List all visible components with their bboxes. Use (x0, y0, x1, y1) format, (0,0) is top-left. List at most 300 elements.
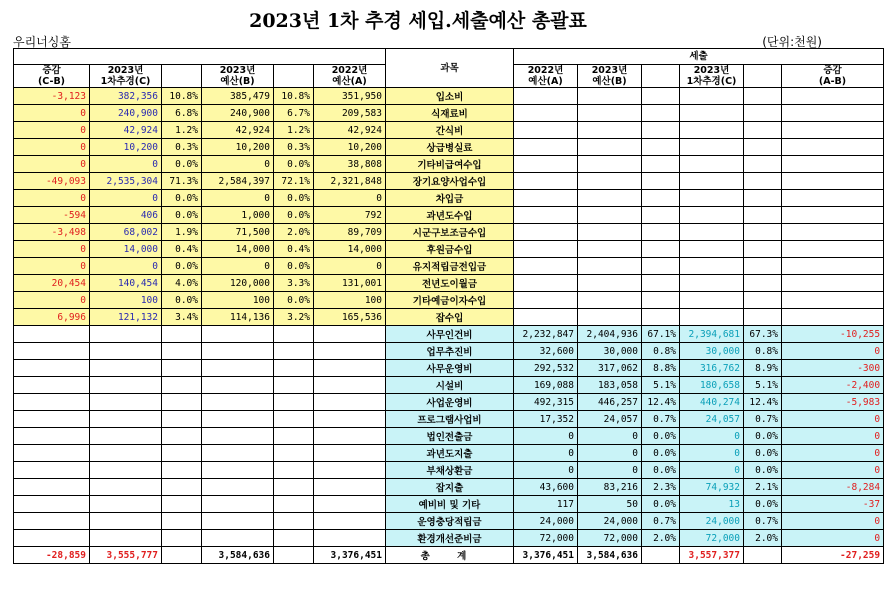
expense-b-cell: 30,000 (578, 343, 642, 360)
empty-cell (642, 292, 680, 309)
empty-cell (578, 105, 642, 122)
revenue-b-cell: 240,900 (202, 105, 274, 122)
empty-cell (642, 88, 680, 105)
empty-cell (642, 173, 680, 190)
empty-cell (680, 139, 744, 156)
empty-cell (202, 411, 274, 428)
expense-item-label: 업무추진비 (386, 343, 514, 360)
revenue-item-label: 전년도이월금 (386, 275, 514, 292)
empty-cell (274, 530, 314, 547)
empty-cell (90, 411, 162, 428)
empty-cell (274, 377, 314, 394)
revenue-c-pct-cell: 3.4% (162, 309, 202, 326)
revenue-b-pct-cell: 0.4% (274, 241, 314, 258)
empty-cell (514, 190, 578, 207)
empty-cell (578, 258, 642, 275)
expense-c-pct-cell: 0.8% (744, 343, 782, 360)
empty-cell (680, 309, 744, 326)
revenue-diff-cell: 0 (14, 241, 90, 258)
expense-c-pct-cell: 0.0% (744, 462, 782, 479)
empty-cell (274, 428, 314, 445)
empty-cell (314, 326, 386, 343)
table-row (14, 241, 884, 258)
revenue-a-cell: 100 (314, 292, 386, 309)
empty-cell (14, 360, 90, 377)
revenue-c-pct-cell: 71.3% (162, 173, 202, 190)
revenue-item-label: 차입금 (386, 190, 514, 207)
table-row (14, 462, 884, 479)
empty-cell (578, 241, 642, 258)
expense-a-cell: 17,352 (514, 411, 578, 428)
revenue-c-pct-cell: 0.0% (162, 207, 202, 224)
empty-cell (162, 360, 202, 377)
revenue-item-label: 과년도수입 (386, 207, 514, 224)
empty-cell (782, 105, 884, 122)
empty-cell (642, 241, 680, 258)
empty-cell (90, 445, 162, 462)
revenue-a-cell: 792 (314, 207, 386, 224)
table-row (14, 258, 884, 275)
empty-cell (744, 88, 782, 105)
empty-cell (578, 88, 642, 105)
empty-cell (314, 462, 386, 479)
revenue-a-cell: 0 (314, 190, 386, 207)
revenue-col-header: 증감 (C-B) (14, 65, 90, 88)
expense-diff-cell: 0 (782, 428, 884, 445)
revenue-item-label: 상급병실료 (386, 139, 514, 156)
expense-b-pct-cell: 8.8% (642, 360, 680, 377)
expense-c-cell: 72,000 (680, 530, 744, 547)
empty-cell (680, 122, 744, 139)
revenue-c-cell: 0 (90, 156, 162, 173)
revenue-diff-cell: 20,454 (14, 275, 90, 292)
revenue-col-header: 2023년 1차추경(C) (90, 65, 162, 88)
empty-cell (162, 377, 202, 394)
empty-cell (90, 343, 162, 360)
table-row (14, 292, 884, 309)
empty-cell (162, 530, 202, 547)
empty-cell (680, 88, 744, 105)
revenue-diff-cell: -594 (14, 207, 90, 224)
expense-c-pct-cell: 0.0% (744, 428, 782, 445)
empty-cell (274, 360, 314, 377)
empty-cell (680, 224, 744, 241)
expense-b-cell: 183,058 (578, 377, 642, 394)
revenue-b-pct-cell: 0.0% (274, 207, 314, 224)
revenue-c-cell: 100 (90, 292, 162, 309)
revenue-diff-cell: 0 (14, 156, 90, 173)
revenue-b-cell: 0 (202, 156, 274, 173)
empty-cell (578, 309, 642, 326)
revenue-b-cell: 114,136 (202, 309, 274, 326)
expense-a-cell: 492,315 (514, 394, 578, 411)
organization-name: 우리너싱홈 (13, 35, 71, 49)
empty-cell (90, 530, 162, 547)
empty-cell (514, 88, 578, 105)
empty-cell (314, 377, 386, 394)
empty-cell (314, 428, 386, 445)
revenue-a-cell: 209,583 (314, 105, 386, 122)
empty-cell (642, 224, 680, 241)
revenue-item-label: 간식비 (386, 122, 514, 139)
empty-cell (782, 173, 884, 190)
revenue-b-cell: 2,584,397 (202, 173, 274, 190)
empty-cell (314, 530, 386, 547)
revenue-a-cell: 2,321,848 (314, 173, 386, 190)
empty-cell (514, 292, 578, 309)
expense-item-label: 과년도지출 (386, 445, 514, 462)
empty-cell (782, 139, 884, 156)
empty-cell (680, 258, 744, 275)
expense-b-cell: 0 (578, 428, 642, 445)
empty-cell (514, 122, 578, 139)
empty-cell (514, 258, 578, 275)
expense-c-cell: 316,762 (680, 360, 744, 377)
revenue-diff-cell: -3,123 (14, 88, 90, 105)
expense-b-cell: 0 (578, 445, 642, 462)
empty-cell (680, 241, 744, 258)
expense-c-cell: 0 (680, 428, 744, 445)
expense-a-cell: 0 (514, 462, 578, 479)
empty-cell (578, 122, 642, 139)
expense-col-header: 증감 (A-B) (782, 65, 884, 88)
revenue-c-pct-cell: 0.0% (162, 156, 202, 173)
empty-cell (744, 105, 782, 122)
expense-col-header: 2023년 1차추경(C) (680, 65, 744, 88)
empty-cell (202, 377, 274, 394)
expense-b-cell: 0 (578, 462, 642, 479)
revenue-b-pct-cell: 0.0% (274, 190, 314, 207)
expense-b-pct-cell: 2.3% (642, 479, 680, 496)
empty-cell (782, 156, 884, 173)
total-revenue-b: 3,584,636 (202, 547, 274, 564)
table-row (14, 88, 884, 105)
table-row (14, 224, 884, 241)
expense-b-pct-cell: 0.0% (642, 496, 680, 513)
expense-item-label: 사무운영비 (386, 360, 514, 377)
empty-cell (162, 411, 202, 428)
table-row (14, 360, 884, 377)
empty-cell (90, 462, 162, 479)
empty-cell (578, 173, 642, 190)
empty-cell (744, 547, 782, 564)
empty-cell (642, 207, 680, 224)
empty-cell (642, 190, 680, 207)
table-row (14, 207, 884, 224)
revenue-b-pct-cell: 0.3% (274, 139, 314, 156)
revenue-c-cell: 140,454 (90, 275, 162, 292)
empty-cell (782, 122, 884, 139)
revenue-col-header (274, 65, 314, 88)
empty-cell (314, 479, 386, 496)
empty-cell (14, 462, 90, 479)
empty-cell (90, 377, 162, 394)
empty-cell (162, 428, 202, 445)
empty-cell (744, 156, 782, 173)
expense-b-pct-cell: 0.7% (642, 513, 680, 530)
expense-diff-cell: -8,284 (782, 479, 884, 496)
revenue-c-pct-cell: 0.3% (162, 139, 202, 156)
expense-a-cell: 117 (514, 496, 578, 513)
empty-cell (202, 513, 274, 530)
revenue-a-cell: 38,808 (314, 156, 386, 173)
table-row (14, 343, 884, 360)
expense-col-header: 2022년 예산(A) (514, 65, 578, 88)
expense-a-cell: 24,000 (514, 513, 578, 530)
revenue-col-header: 2023년 예산(B) (202, 65, 274, 88)
empty-cell (514, 156, 578, 173)
empty-cell (274, 411, 314, 428)
revenue-b-cell: 100 (202, 292, 274, 309)
empty-cell (14, 513, 90, 530)
empty-cell (202, 445, 274, 462)
empty-cell (314, 445, 386, 462)
expense-c-pct-cell: 0.0% (744, 496, 782, 513)
total-revenue-c: 3,555,777 (90, 547, 162, 564)
table-row (14, 530, 884, 547)
expense-b-cell: 24,057 (578, 411, 642, 428)
empty-cell (744, 241, 782, 258)
empty-cell (744, 258, 782, 275)
item-header: 과목 (386, 49, 514, 88)
empty-cell (782, 88, 884, 105)
revenue-item-label: 식재료비 (386, 105, 514, 122)
revenue-item-label: 시군구보조금수입 (386, 224, 514, 241)
empty-cell (782, 241, 884, 258)
revenue-item-label: 후원금수입 (386, 241, 514, 258)
total-expense-b: 3,584,636 (578, 547, 642, 564)
empty-cell (90, 479, 162, 496)
revenue-b-cell: 120,000 (202, 275, 274, 292)
expense-item-label: 부채상환금 (386, 462, 514, 479)
expense-diff-cell: 0 (782, 513, 884, 530)
empty-cell (782, 292, 884, 309)
revenue-c-cell: 42,924 (90, 122, 162, 139)
revenue-diff-cell: 0 (14, 258, 90, 275)
table-row (14, 139, 884, 156)
revenue-b-cell: 0 (202, 258, 274, 275)
table-row (14, 479, 884, 496)
revenue-col-header: 2022년 예산(A) (314, 65, 386, 88)
expense-c-cell: 2,394,681 (680, 326, 744, 343)
empty-cell (514, 241, 578, 258)
revenue-c-pct-cell: 0.0% (162, 258, 202, 275)
revenue-diff-cell: -49,093 (14, 173, 90, 190)
revenue-c-pct-cell: 10.8% (162, 88, 202, 105)
expense-c-pct-cell: 0.7% (744, 411, 782, 428)
total-expense-diff: -27,259 (782, 547, 884, 564)
empty-cell (202, 530, 274, 547)
table-row (14, 190, 884, 207)
table-row (14, 445, 884, 462)
empty-cell (680, 190, 744, 207)
revenue-diff-cell: 6,996 (14, 309, 90, 326)
empty-cell (514, 207, 578, 224)
empty-cell (578, 139, 642, 156)
expense-item-label: 법인전출금 (386, 428, 514, 445)
empty-cell (782, 224, 884, 241)
empty-cell (744, 207, 782, 224)
empty-cell (202, 326, 274, 343)
expense-a-cell: 169,088 (514, 377, 578, 394)
revenue-c-cell: 240,900 (90, 105, 162, 122)
empty-cell (162, 547, 202, 564)
empty-cell (274, 479, 314, 496)
table-row (14, 411, 884, 428)
empty-cell (274, 445, 314, 462)
revenue-b-cell: 42,924 (202, 122, 274, 139)
empty-cell (680, 156, 744, 173)
empty-cell (680, 275, 744, 292)
empty-cell (314, 360, 386, 377)
expense-diff-cell: 0 (782, 411, 884, 428)
empty-cell (314, 513, 386, 530)
expense-a-cell: 0 (514, 428, 578, 445)
empty-cell (642, 275, 680, 292)
empty-cell (514, 173, 578, 190)
revenue-c-pct-cell: 4.0% (162, 275, 202, 292)
expense-group-header: 세출 (514, 49, 884, 65)
expense-c-cell: 24,000 (680, 513, 744, 530)
empty-cell (514, 139, 578, 156)
expense-c-pct-cell: 5.1% (744, 377, 782, 394)
revenue-item-label: 기타예금이자수입 (386, 292, 514, 309)
empty-cell (578, 156, 642, 173)
expense-b-pct-cell: 0.0% (642, 428, 680, 445)
empty-cell (162, 496, 202, 513)
empty-cell (314, 496, 386, 513)
empty-cell (14, 343, 90, 360)
expense-b-pct-cell: 0.0% (642, 462, 680, 479)
expense-a-cell: 72,000 (514, 530, 578, 547)
empty-cell (162, 394, 202, 411)
expense-col-header: 2023년 예산(B) (578, 65, 642, 88)
table-row (14, 275, 884, 292)
empty-cell (14, 496, 90, 513)
revenue-item-label: 입소비 (386, 88, 514, 105)
empty-cell (782, 190, 884, 207)
table-row (14, 428, 884, 445)
expense-col-header (642, 65, 680, 88)
expense-diff-cell: -2,400 (782, 377, 884, 394)
revenue-diff-cell: 0 (14, 139, 90, 156)
empty-cell (642, 105, 680, 122)
revenue-c-pct-cell: 1.2% (162, 122, 202, 139)
empty-cell (162, 513, 202, 530)
revenue-a-cell: 89,709 (314, 224, 386, 241)
expense-diff-cell: 0 (782, 343, 884, 360)
empty-cell (744, 292, 782, 309)
revenue-b-pct-cell: 0.0% (274, 292, 314, 309)
expense-c-pct-cell: 8.9% (744, 360, 782, 377)
expense-c-pct-cell: 2.1% (744, 479, 782, 496)
empty-cell (90, 428, 162, 445)
empty-cell (90, 326, 162, 343)
expense-item-label: 프로그램사업비 (386, 411, 514, 428)
empty-cell (514, 275, 578, 292)
table-row (14, 496, 884, 513)
empty-cell (782, 275, 884, 292)
table-row (14, 156, 884, 173)
expense-item-label: 예비비 및 기타 (386, 496, 514, 513)
revenue-c-cell: 121,132 (90, 309, 162, 326)
expense-b-pct-cell: 0.7% (642, 411, 680, 428)
revenue-c-cell: 68,002 (90, 224, 162, 241)
revenue-c-cell: 2,535,304 (90, 173, 162, 190)
revenue-b-pct-cell: 3.2% (274, 309, 314, 326)
revenue-diff-cell: 0 (14, 105, 90, 122)
revenue-item-label: 장기요양사업수입 (386, 173, 514, 190)
revenue-col-header (162, 65, 202, 88)
revenue-group-header (14, 49, 386, 65)
total-revenue-a: 3,376,451 (314, 547, 386, 564)
revenue-c-cell: 0 (90, 190, 162, 207)
total-row (14, 547, 884, 564)
revenue-a-cell: 14,000 (314, 241, 386, 258)
empty-cell (744, 122, 782, 139)
empty-cell (744, 190, 782, 207)
expense-b-pct-cell: 12.4% (642, 394, 680, 411)
empty-cell (14, 479, 90, 496)
expense-a-cell: 0 (514, 445, 578, 462)
empty-cell (744, 275, 782, 292)
revenue-c-pct-cell: 0.4% (162, 241, 202, 258)
revenue-b-cell: 10,200 (202, 139, 274, 156)
empty-cell (578, 207, 642, 224)
empty-cell (14, 394, 90, 411)
empty-cell (202, 496, 274, 513)
revenue-a-cell: 131,001 (314, 275, 386, 292)
expense-c-pct-cell: 0.0% (744, 445, 782, 462)
revenue-item-label: 기타비급여수입 (386, 156, 514, 173)
empty-cell (274, 496, 314, 513)
expense-diff-cell: -37 (782, 496, 884, 513)
table-row (14, 105, 884, 122)
empty-cell (90, 360, 162, 377)
empty-cell (744, 309, 782, 326)
empty-cell (202, 360, 274, 377)
empty-cell (680, 292, 744, 309)
empty-cell (642, 547, 680, 564)
expense-c-cell: 74,932 (680, 479, 744, 496)
revenue-diff-cell: 0 (14, 122, 90, 139)
revenue-b-cell: 14,000 (202, 241, 274, 258)
empty-cell (314, 343, 386, 360)
expense-c-cell: 0 (680, 445, 744, 462)
revenue-b-pct-cell: 10.8% (274, 88, 314, 105)
expense-c-cell: 440,274 (680, 394, 744, 411)
empty-cell (514, 105, 578, 122)
empty-cell (680, 105, 744, 122)
empty-cell (642, 309, 680, 326)
revenue-c-pct-cell: 0.0% (162, 292, 202, 309)
revenue-c-cell: 406 (90, 207, 162, 224)
revenue-b-pct-cell: 3.3% (274, 275, 314, 292)
expense-diff-cell: -10,255 (782, 326, 884, 343)
empty-cell (314, 394, 386, 411)
revenue-c-pct-cell: 6.8% (162, 105, 202, 122)
empty-cell (274, 326, 314, 343)
empty-cell (642, 122, 680, 139)
empty-cell (744, 224, 782, 241)
expense-b-pct-cell: 67.1% (642, 326, 680, 343)
empty-cell (90, 394, 162, 411)
empty-cell (162, 326, 202, 343)
revenue-c-cell: 10,200 (90, 139, 162, 156)
empty-cell (274, 513, 314, 530)
empty-cell (642, 139, 680, 156)
expense-diff-cell: -300 (782, 360, 884, 377)
